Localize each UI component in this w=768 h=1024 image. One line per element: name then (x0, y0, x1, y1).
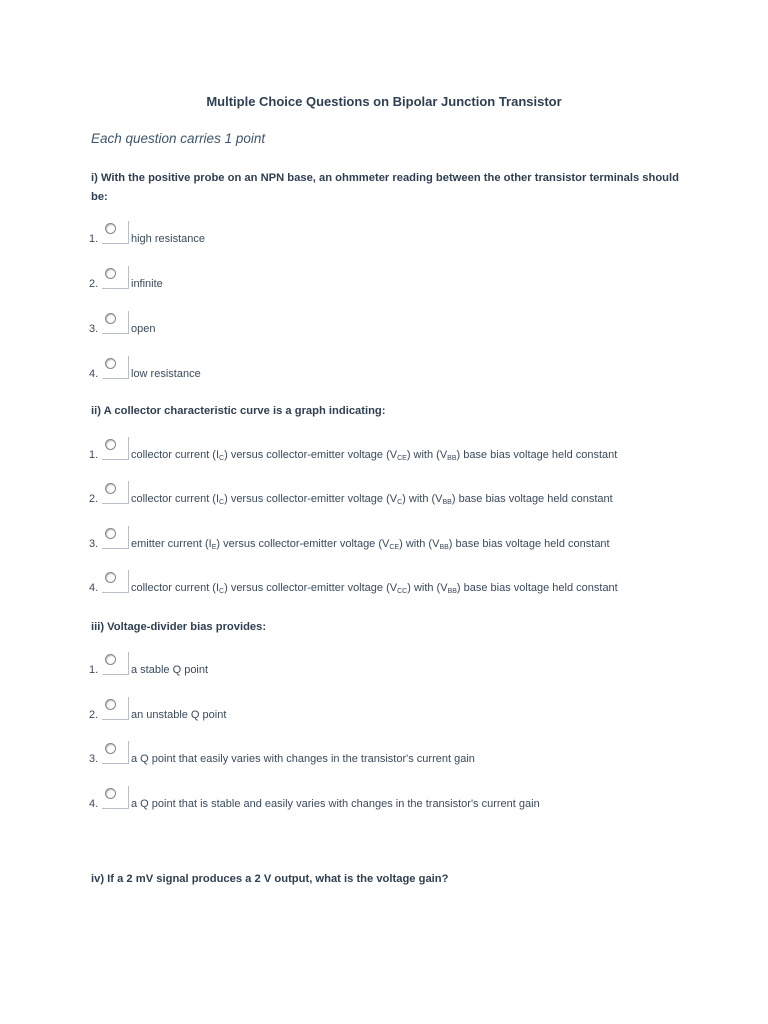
option-label (131, 449, 617, 462)
option-label (131, 493, 613, 506)
option-radio[interactable] (102, 311, 129, 334)
option-label (131, 368, 201, 380)
radio-button-icon[interactable] (105, 528, 116, 539)
option-text: emitter current (I (131, 538, 212, 550)
option-text: infinite (131, 278, 163, 290)
option-number: 3. (89, 323, 99, 335)
option-text: low resistance (131, 368, 201, 380)
option-number: 4. (89, 582, 99, 594)
option-radio[interactable] (102, 786, 129, 809)
option-radio[interactable] (102, 652, 129, 675)
option-radio[interactable] (102, 741, 129, 764)
question-4-text: iv) If a 2 mV signal produces a 2 V output, what is the voltage gain? (91, 873, 449, 885)
radio-button-icon[interactable] (105, 788, 116, 799)
option-text: high resistance (131, 233, 205, 245)
option-number: 1. (89, 449, 99, 461)
q2-option-3 (89, 526, 709, 552)
option-label (131, 323, 155, 335)
option-label (131, 798, 540, 810)
q3-option-2 (89, 697, 709, 723)
option-label (131, 233, 205, 245)
page-title: Multiple Choice Questions on Bipolar Junction Transistor (206, 94, 562, 109)
q1-option-4 (89, 356, 709, 382)
radio-button-icon[interactable] (105, 268, 116, 279)
option-text: ) base bias voltage held constant (456, 449, 618, 461)
option-radio[interactable] (102, 356, 129, 379)
question-1-text: i) With the positive probe on an NPN base, an ohmmeter reading between the other transistor terminals should be: (91, 172, 679, 203)
q1-option-2 (89, 266, 709, 292)
option-subscript: BB (439, 544, 449, 551)
option-subscript: CC (397, 588, 408, 595)
q3-option-3 (89, 741, 709, 767)
option-subscript: CE (389, 544, 400, 551)
q3-option-4 (89, 786, 709, 812)
question-2-text: ii) A collector characteristic curve is a graph indicating: (91, 405, 386, 417)
option-text: open (131, 323, 156, 335)
q1-option-3 (89, 311, 709, 337)
option-number: 4. (89, 798, 99, 810)
option-number: 2. (89, 278, 99, 290)
option-text: collector current (I (131, 582, 220, 594)
option-label (131, 538, 610, 551)
q2-option-4 (89, 570, 709, 596)
option-number: 4. (89, 368, 99, 380)
option-text: a Q point that is stable and easily varies with changes in the transistor's current gain (131, 798, 540, 810)
option-text: an unstable Q point (131, 709, 227, 721)
radio-button-icon[interactable] (105, 223, 116, 234)
option-subscript: BB (447, 455, 457, 462)
option-subscript: CE (397, 455, 407, 462)
radio-button-icon[interactable] (105, 654, 116, 665)
option-number: 2. (89, 493, 99, 505)
option-number: 1. (89, 233, 99, 245)
option-number: 1. (89, 664, 99, 676)
option-label (131, 582, 618, 595)
option-text: collector current (I (131, 449, 220, 461)
option-subscript: C (219, 499, 225, 506)
option-text: ) with (V (402, 493, 443, 505)
option-radio[interactable] (102, 481, 129, 504)
option-subscript: C (397, 499, 403, 506)
option-text: ) base bias voltage held constant (448, 538, 610, 550)
option-text: a Q point that easily varies with changes in the transistor's current gain (131, 753, 475, 765)
q1-option-1 (89, 221, 709, 247)
page-subtitle: Each question carries 1 point (91, 131, 266, 146)
option-text: collector current (I (131, 493, 220, 505)
option-text: ) base bias voltage held constant (451, 493, 613, 505)
option-subscript: C (219, 588, 225, 595)
option-subscript: C (219, 455, 225, 462)
radio-button-icon[interactable] (105, 313, 116, 324)
option-label (131, 664, 208, 676)
q2-option-1 (89, 437, 709, 463)
option-subscript: BB (447, 588, 457, 595)
option-radio[interactable] (102, 570, 129, 593)
q3-option-1 (89, 652, 709, 678)
option-radio[interactable] (102, 526, 129, 549)
radio-button-icon[interactable] (105, 743, 116, 754)
option-text: ) with (V (399, 538, 440, 550)
radio-button-icon[interactable] (105, 572, 116, 583)
radio-button-icon[interactable] (105, 358, 116, 369)
option-radio[interactable] (102, 437, 129, 460)
option-number: 3. (89, 753, 99, 765)
question-3-text: iii) Voltage-divider bias provides: (91, 621, 267, 633)
option-text: ) versus collector-emitter voltage (V (224, 582, 398, 594)
option-text: a stable Q point (131, 664, 209, 676)
option-number: 2. (89, 709, 99, 721)
option-radio[interactable] (102, 266, 129, 289)
option-subscript: BB (442, 499, 452, 506)
option-radio[interactable] (102, 697, 129, 720)
option-label (131, 278, 163, 290)
option-radio[interactable] (102, 221, 129, 244)
option-number: 3. (89, 538, 99, 550)
radio-button-icon[interactable] (105, 439, 116, 450)
radio-button-icon[interactable] (105, 699, 116, 710)
radio-button-icon[interactable] (105, 483, 116, 494)
option-label (131, 753, 475, 765)
option-label (131, 709, 226, 721)
option-text: ) with (V (406, 449, 448, 461)
option-text: ) versus collector-emitter voltage (V (224, 493, 398, 505)
option-text: ) with (V (407, 582, 448, 594)
option-text: ) versus collector-emitter voltage (V (224, 449, 398, 461)
option-text: ) versus collector-emitter voltage (V (216, 538, 390, 550)
option-text: ) base bias voltage held constant (456, 582, 618, 594)
q2-option-2 (89, 481, 709, 507)
option-subscript: E (211, 544, 217, 551)
